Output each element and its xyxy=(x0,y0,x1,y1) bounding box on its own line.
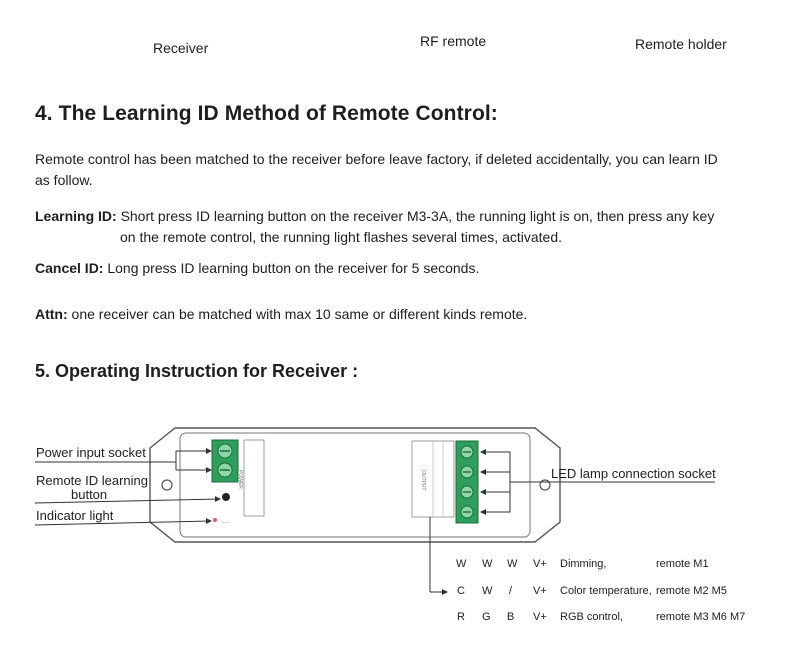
cell: W xyxy=(482,558,493,570)
cell: R xyxy=(457,611,465,623)
label-remote-id-line1: Remote ID learning xyxy=(36,473,148,488)
caption-receiver: Receiver xyxy=(153,40,209,56)
power-input-terminal xyxy=(212,440,238,482)
cell: C xyxy=(457,585,465,597)
mode-remote: remote M2 M5 xyxy=(656,585,727,597)
mode-name: Color temperature, xyxy=(560,585,652,597)
cell: V+ xyxy=(533,585,547,597)
cancel-id-label: Cancel ID: xyxy=(35,260,104,276)
cell: W xyxy=(456,558,467,570)
cell: V+ xyxy=(533,611,547,623)
section4-title: 4. The Learning ID Method of Remote Control: xyxy=(35,102,498,125)
mode-remote: remote M1 xyxy=(656,558,709,570)
caption-remote-holder: Remote holder xyxy=(635,36,727,52)
output-strip-text: OUTPUT xyxy=(420,470,426,491)
attn-text: one receiver can be matched with max 10 same or different kinds remote. xyxy=(71,306,528,322)
label-led-socket: LED lamp connection socket xyxy=(551,466,716,481)
section4-intro-line2: as follow. xyxy=(35,172,93,188)
mounting-hole-left xyxy=(162,480,172,490)
learning-id-text-line2: on the remote control, the running light flashes several times, activated. xyxy=(120,229,563,245)
learning-id-label: Learning ID: xyxy=(35,208,117,224)
mode-remote: remote M3 M6 M7 xyxy=(656,611,746,623)
section4-intro-line1: Remote control has been matched to the receiver before leave factory, if deleted accidentally, you can learn ID xyxy=(35,151,718,167)
cell: B xyxy=(507,611,515,623)
mode-name: RGB control, xyxy=(560,611,623,623)
label-indicator: Indicator light xyxy=(36,508,114,523)
section5-title: 5. Operating Instruction for Receiver : xyxy=(35,361,359,381)
table-arrow xyxy=(442,589,448,595)
id-learning-button xyxy=(222,493,230,501)
cell: / xyxy=(509,585,513,597)
cell: G xyxy=(482,611,491,623)
cell: W xyxy=(507,558,518,570)
power-strip-text: POWER xyxy=(237,470,243,489)
label-remote-id-line2: button xyxy=(71,487,108,502)
caption-rf-remote: RF remote xyxy=(420,33,487,49)
cell: V+ xyxy=(533,558,547,570)
label-power-input: Power input socket xyxy=(36,445,146,460)
cancel-id-text: Long press ID learning button on the receiver for 5 seconds. xyxy=(107,260,480,276)
attn-label: Attn: xyxy=(35,306,68,322)
mode-name: Dimming, xyxy=(560,558,607,570)
led-output-terminal xyxy=(456,441,478,523)
indicator-led-mark: ----- xyxy=(222,520,231,526)
cell: W xyxy=(482,585,493,597)
learning-id-text-line1: Short press ID learning button on the receiver M3-3A, the running light is on, then press any key xyxy=(120,208,715,224)
indicator-light xyxy=(213,518,217,522)
